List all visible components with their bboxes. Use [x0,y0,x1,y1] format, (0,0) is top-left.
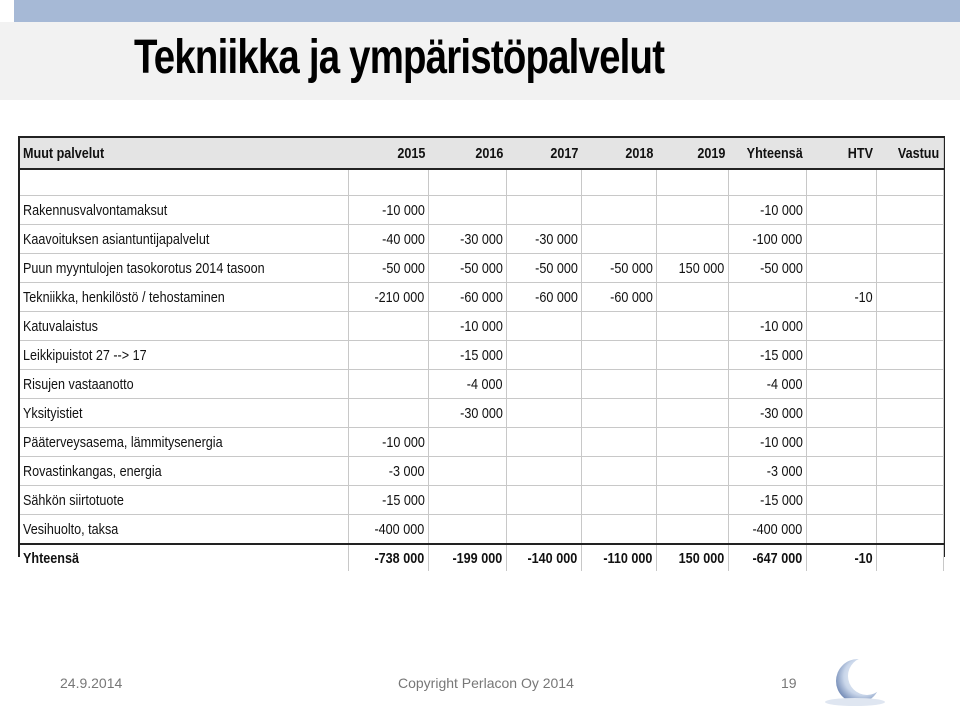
value-cell [876,341,943,370]
top-accent-bar [0,0,960,22]
table-row [20,486,943,515]
value-cell [876,544,943,571]
value-cell [506,312,581,341]
value-cell [728,515,806,545]
row-label-cell [20,138,348,169]
cell-value: 150 000 [678,549,725,567]
value-cell [876,138,943,169]
table-row [20,457,943,486]
table-row [20,283,943,312]
value-cell [806,486,876,515]
row-label-cell [20,312,348,341]
value-cell [581,515,656,545]
cell-value: -400 000 [752,520,803,538]
row-label: Vesihuolto, taksa [23,520,119,538]
value-cell [656,225,728,254]
cell-value: -60 000 [609,288,653,306]
value-cell [506,544,581,571]
cell-value: HTV [847,144,873,162]
value-cell [506,399,581,428]
row-label-cell [20,370,348,399]
table-row [20,312,943,341]
value-cell [728,341,806,370]
row-label: Muut palvelut [23,144,105,162]
row-label-cell [20,169,348,196]
value-cell [806,225,876,254]
value-cell [806,428,876,457]
value-cell [428,283,506,312]
value-cell [728,486,806,515]
value-cell [506,196,581,225]
value-cell [428,486,506,515]
row-label: Katuvalaistus [23,317,98,335]
value-cell [428,254,506,283]
value-cell [428,341,506,370]
cell-value: -15 000 [759,491,803,509]
value-cell [428,428,506,457]
value-cell [876,283,943,312]
value-cell [506,225,581,254]
value-cell [581,312,656,341]
value-cell [348,544,428,571]
cell-value: 2017 [549,144,578,162]
value-cell [581,283,656,312]
value-cell [728,312,806,341]
value-cell [348,399,428,428]
table-row [20,515,943,545]
cell-value: 2018 [624,144,653,162]
value-cell [728,370,806,399]
row-label: Rakennusvalvontamaksut [23,201,168,219]
table-row [20,341,943,370]
value-cell [506,169,581,196]
row-label: Kaavoituksen asiantuntijapalvelut [23,230,210,248]
cell-value: -50 000 [459,259,503,277]
value-cell [428,169,506,196]
cell-value: -15 000 [381,491,425,509]
value-cell [348,312,428,341]
cell-value: -30 000 [459,230,503,248]
value-cell [348,457,428,486]
value-cell [581,370,656,399]
value-cell [348,486,428,515]
cell-value: -60 000 [534,288,578,306]
row-label-cell [20,457,348,486]
table-row [20,399,943,428]
cell-value: -10 000 [759,317,803,335]
value-cell [428,399,506,428]
spacer-row [20,169,943,196]
value-cell [656,486,728,515]
value-cell [348,138,428,169]
slide-title: Tekniikka ja ympäristöpalvelut [134,31,665,84]
value-cell [806,399,876,428]
value-cell [581,225,656,254]
cell-value: -10 [854,549,873,567]
value-cell [506,283,581,312]
value-cell [348,196,428,225]
row-label: Pääterveysasema, lämmitysenergia [23,433,223,451]
value-cell [581,138,656,169]
row-label: Yhteensä [23,549,80,567]
value-cell [656,515,728,545]
value-cell [806,515,876,545]
cell-value: -3 000 [388,462,425,480]
value-cell [428,225,506,254]
value-cell [806,312,876,341]
value-cell [876,370,943,399]
value-cell [876,312,943,341]
cell-value: -210 000 [374,288,425,306]
cell-value: -30 000 [459,404,503,422]
row-label-cell [20,544,348,571]
cell-value: -10 000 [381,201,425,219]
value-cell [656,312,728,341]
value-cell [348,428,428,457]
value-cell [876,254,943,283]
value-cell [581,399,656,428]
cell-value: 2016 [474,144,503,162]
value-cell [428,312,506,341]
row-label: Sähkön siirtotuote [23,491,124,509]
value-cell [581,341,656,370]
value-cell [876,225,943,254]
value-cell [506,515,581,545]
row-label-cell [20,399,348,428]
value-cell [728,254,806,283]
value-cell [806,196,876,225]
value-cell [876,486,943,515]
row-label-cell [20,254,348,283]
cell-value: -60 000 [459,288,503,306]
row-label-cell [20,428,348,457]
cell-value: -15 000 [759,346,803,364]
row-label: Risujen vastaanotto [23,375,134,393]
cell-value: Yhteensä [746,144,803,162]
row-label-cell [20,196,348,225]
cell-value: -4 000 [766,375,803,393]
value-cell [806,254,876,283]
cell-value: -10 000 [459,317,503,335]
value-cell [428,515,506,545]
row-label-cell [20,341,348,370]
budget-table [18,136,945,567]
value-cell [728,399,806,428]
value-cell [656,196,728,225]
cell-value: -30 000 [534,230,578,248]
value-cell [656,399,728,428]
row-label: Tekniikka, henkilöstö / tehostaminen [23,288,225,306]
value-cell [656,283,728,312]
table-header-row [20,138,943,169]
value-cell [656,370,728,399]
value-cell [428,370,506,399]
value-cell [728,196,806,225]
value-cell [581,544,656,571]
value-cell [728,428,806,457]
cell-value: -30 000 [759,404,803,422]
cell-value: Vastuu [898,144,940,162]
value-cell [656,254,728,283]
value-cell [428,544,506,571]
value-cell [656,138,728,169]
value-cell [506,370,581,399]
value-cell [876,515,943,545]
cell-value: -50 000 [381,259,425,277]
value-cell [506,254,581,283]
value-cell [728,457,806,486]
value-cell [506,341,581,370]
cell-value: -110 000 [603,549,653,567]
cell-value: 2019 [696,144,725,162]
value-cell [876,399,943,428]
cell-value: -10 000 [759,201,803,219]
value-cell [876,428,943,457]
cell-value: -50 000 [759,259,803,277]
value-cell [656,457,728,486]
value-cell [876,457,943,486]
footer-copyright: Copyright Perlacon Oy 2014 [398,675,574,691]
value-cell [728,544,806,571]
value-cell [728,169,806,196]
value-cell [806,138,876,169]
cell-value: 150 000 [678,259,725,277]
cell-value: -50 000 [609,259,653,277]
value-cell [348,515,428,545]
value-cell [581,457,656,486]
cell-value: -400 000 [374,520,425,538]
row-label-cell [20,515,348,545]
footer-date: 24.9.2014 [60,675,123,691]
value-cell [348,254,428,283]
cell-value: -140 000 [527,549,578,567]
value-cell [876,196,943,225]
cell-value: -15 000 [459,346,503,364]
value-cell [581,254,656,283]
value-cell [656,341,728,370]
cell-value: -738 000 [374,549,425,567]
value-cell [656,544,728,571]
value-cell [806,544,876,571]
cell-value: -100 000 [752,230,803,248]
value-cell [581,196,656,225]
value-cell [506,486,581,515]
cell-value: -50 000 [534,259,578,277]
value-cell [581,169,656,196]
value-cell [506,428,581,457]
cell-value: -3 000 [766,462,803,480]
cell-value: 2015 [396,144,425,162]
table-row [20,370,943,399]
value-cell [348,169,428,196]
value-cell [656,169,728,196]
value-cell [348,341,428,370]
value-cell [806,283,876,312]
row-label: Puun myyntulojen tasokorotus 2014 tasoon [23,259,265,277]
value-cell [806,370,876,399]
value-cell [506,138,581,169]
row-label: Rovastinkangas, energia [23,462,162,480]
row-label-cell [20,486,348,515]
table-row [20,428,943,457]
table-row [20,225,943,254]
total-row [20,544,943,571]
cell-value: -647 000 [752,549,803,567]
page-number: 19 [781,675,797,691]
cell-value: -10 [854,288,873,306]
value-cell [348,370,428,399]
value-cell [506,457,581,486]
crescent-moon-logo-icon [820,655,890,707]
cell-value: -10 000 [381,433,425,451]
value-cell [581,486,656,515]
row-label-cell [20,225,348,254]
table-row [20,254,943,283]
value-cell [806,341,876,370]
cell-value: -40 000 [381,230,425,248]
value-cell [656,428,728,457]
value-cell [348,225,428,254]
cell-value: -10 000 [759,433,803,451]
value-cell [876,169,943,196]
row-label-cell [20,283,348,312]
cell-value: -199 000 [452,549,503,567]
value-cell [728,283,806,312]
value-cell [428,457,506,486]
value-cell [428,196,506,225]
row-label: Leikkipuistot 27 --> 17 [23,346,147,364]
row-label: Yksityistiet [23,404,83,422]
value-cell [806,457,876,486]
value-cell [348,283,428,312]
value-cell [581,428,656,457]
value-cell [806,169,876,196]
value-cell [728,138,806,169]
value-cell [428,138,506,169]
cell-value: -4 000 [466,375,503,393]
table-row [20,196,943,225]
value-cell [728,225,806,254]
